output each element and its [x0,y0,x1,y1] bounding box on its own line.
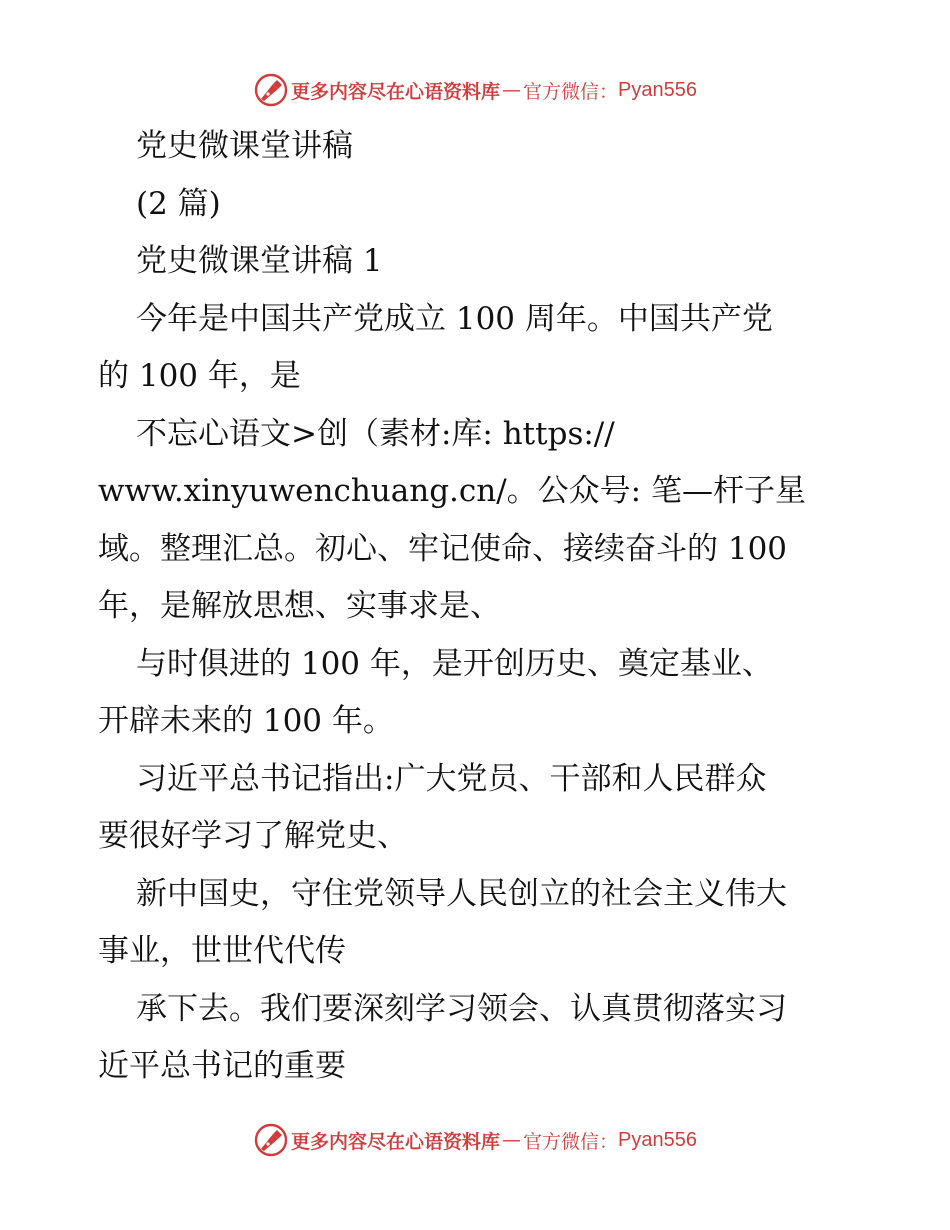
header-brand-text: 更多内容尽在心语资料库 [291,80,501,103]
paragraph-line: 事业，世世代代传 [98,933,346,969]
footer-wechat-id: Pyan556 [618,1128,697,1151]
paragraph-line: 开辟未来的 100 年。 [98,703,394,739]
header-wechat-id: Pyan556 [618,78,697,101]
pen-nib-logo-icon [253,72,289,108]
header-wechat-label: 官方微信： [523,80,619,103]
footer-brand-text: 更多内容尽在心语资料库 [291,1130,501,1153]
paragraph-line: 的 100 年，是 [98,358,301,394]
footer-banner-content [253,1122,697,1158]
pen-nib-logo-icon [253,1122,289,1158]
header-banner-content [253,72,697,108]
paragraph-line: 年，是解放思想、实事求是、 [98,588,501,624]
paragraph-line: 与时俱进的 100 年，是开创历史、奠定基业、 [136,645,773,682]
paragraph-line: 承下去。我们要深刻学习领会、认真贯彻落实习 [136,990,787,1027]
paragraph-line: 要很好学习了解党史、 [98,818,408,854]
document-subtitle: (2 篇) [136,185,221,222]
footer-banner [0,1118,950,1162]
footer-wechat-label: 官方微信： [523,1130,619,1153]
paragraph-line: www.xinyuwenchuang.cn/。公众号: 笔—杆子星 [98,473,806,509]
section-heading: 党史微课堂讲稿 1 [136,243,383,279]
paragraph-line: 新中国史，守住党领导人民创立的社会主义伟大 [136,875,787,912]
paragraph-line: 近平总书记的重要 [98,1048,346,1084]
paragraph-line: 域。整理汇总。初心、牢记使命、接续奋斗的 100 [98,530,788,567]
paragraph-line: 今年是中国共产党成立 100 周年。中国共产党 [136,300,773,337]
header-dash: — [502,79,522,101]
document-title: 党史微课堂讲稿 [136,128,353,164]
paragraph-line: 习近平总书记指出:广大党员、干部和人民群众 [136,760,767,797]
document-body [98,118,868,1096]
header-banner [0,68,950,112]
paragraph-line: 不忘心语文>创（素材:库: https:// [136,415,615,452]
footer-dash: — [502,1129,522,1151]
